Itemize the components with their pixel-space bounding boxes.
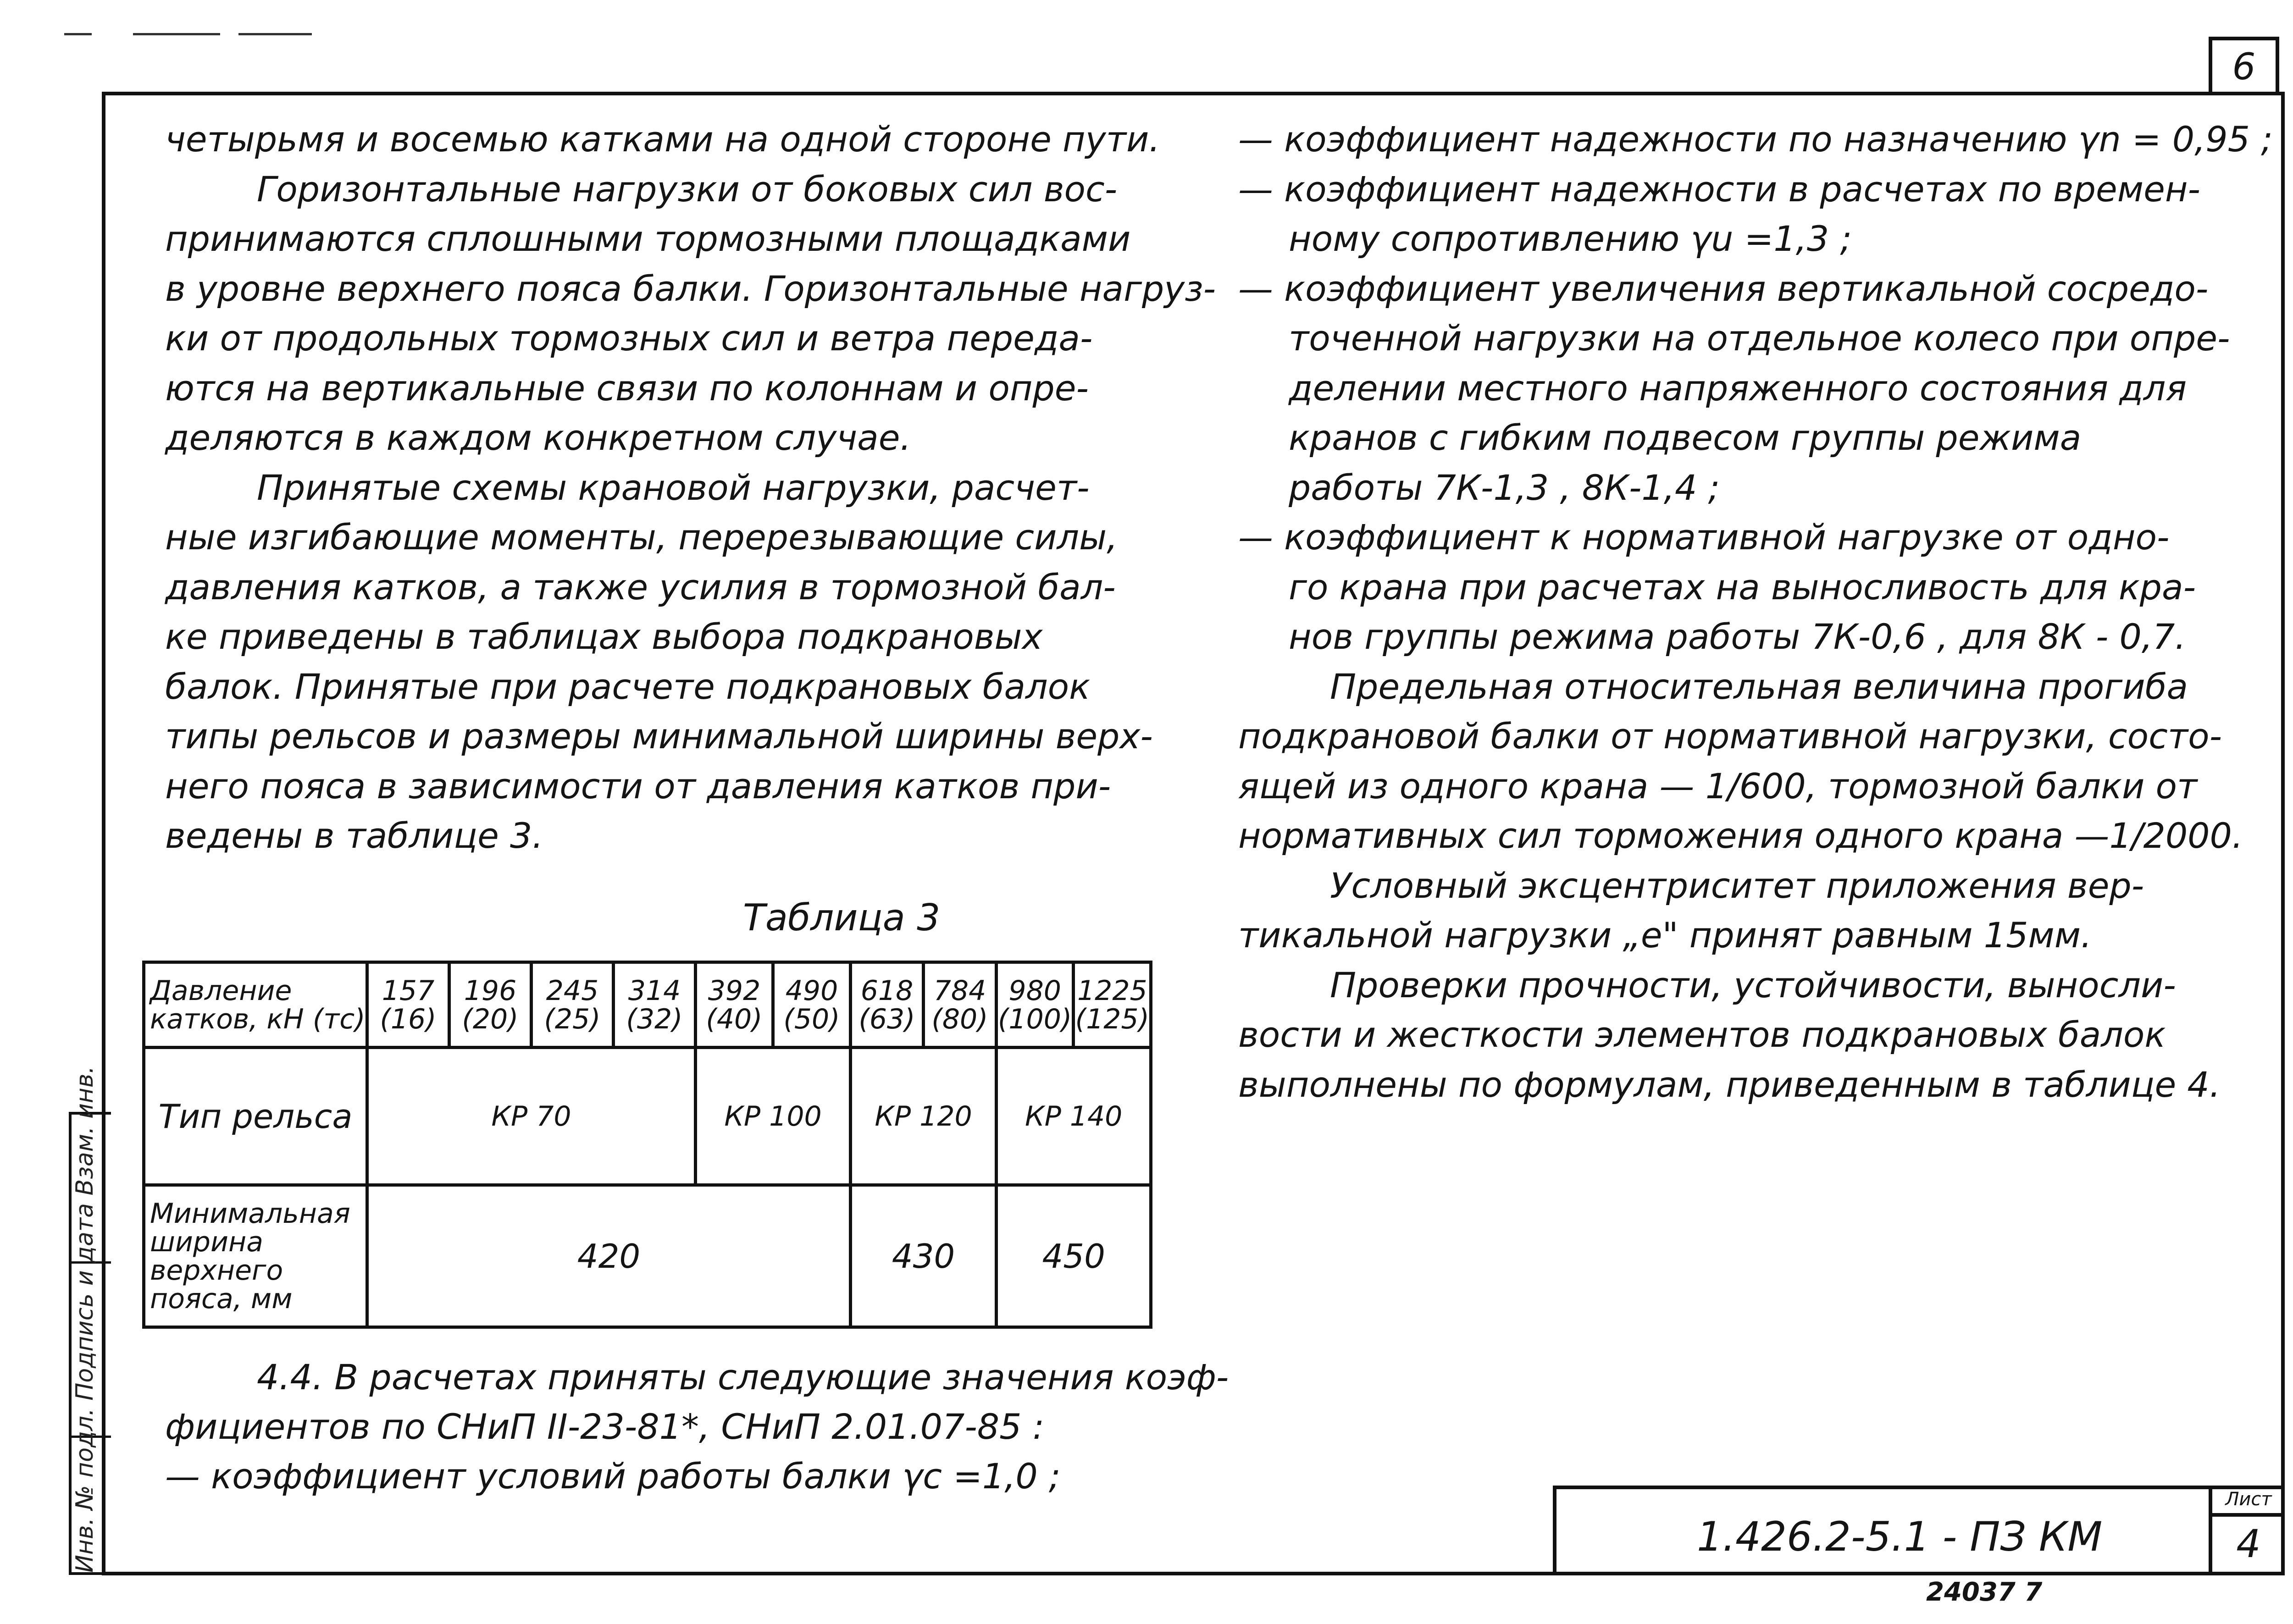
coefficients-intro bbox=[165, 1353, 1229, 1501]
table-cell: 784 (80) bbox=[924, 962, 997, 1048]
table-row bbox=[144, 962, 1151, 1048]
text-line: в уровне верхнего пояса балки. Горизонтальные нагруз- bbox=[165, 268, 1216, 309]
crop-mark bbox=[133, 33, 220, 35]
text-line: принимаются сплошными тормозными площадками bbox=[165, 218, 1131, 259]
table-cell: 245 (25) bbox=[532, 962, 614, 1048]
text-line: давления катков, а также усилия в тормозной бал- bbox=[165, 566, 1116, 608]
table-cell: 618 (63) bbox=[851, 962, 924, 1048]
document-code: 1.426.2-5.1 - ПЗ КМ bbox=[1697, 1513, 2103, 1560]
text-line: фициентов по СНиП II-23-81*, СНиП 2.01.07-85 : bbox=[165, 1406, 1045, 1447]
table-cell: 196 (20) bbox=[449, 962, 532, 1048]
text-line: ке приведены в таблицах выбора подкрановых bbox=[165, 616, 1043, 657]
table-cell: КР 70 bbox=[367, 1048, 696, 1185]
text-line: Условный эксцентриситет приложения вер- bbox=[1330, 865, 2144, 906]
archive-stamp: 24037 7 bbox=[1926, 1577, 2043, 1607]
table-cell: 450 bbox=[997, 1185, 1151, 1327]
text-line: него пояса в зависимости от давления катков при- bbox=[165, 765, 1111, 806]
text-line: 4.4. В расчетах приняты следующие значения коэф- bbox=[257, 1357, 1229, 1398]
text-line: нов группы режима работы 7К-0,6 , для 8К - 0,7. bbox=[1289, 616, 2186, 657]
text-line: подкрановой балки от нормативной нагрузки, состо- bbox=[1238, 716, 2222, 757]
text-line: выполнены по формулам, приведенным в таблице 4. bbox=[1238, 1064, 2221, 1105]
table-cell: 420 bbox=[367, 1185, 851, 1327]
text-line: — коэффициент надежности в расчетах по времен- bbox=[1238, 168, 2200, 210]
text-line: — коэффициент к нормативной нагрузке от одно- bbox=[1238, 517, 2170, 558]
sheet-number: 4 bbox=[2236, 1521, 2261, 1566]
table-cell: КР 100 bbox=[696, 1048, 851, 1185]
crop-mark bbox=[64, 33, 92, 35]
table-row bbox=[144, 1185, 1151, 1327]
text-line: деляются в каждом конкретном случае. bbox=[165, 417, 911, 458]
text-line: ные изгибающие моменты, перерезывающие силы, bbox=[165, 517, 1118, 558]
text-line: ному сопротивлению γu =1,3 ; bbox=[1289, 218, 1852, 259]
text-line: точенной нагрузки на отдельное колесо при опре- bbox=[1289, 318, 2230, 359]
right-column bbox=[1238, 115, 2273, 1110]
table-cell: 314 (32) bbox=[614, 962, 696, 1048]
text-line: нормативных сил торможения одного крана —1/2000. bbox=[1238, 815, 2243, 856]
page-mark: 6 bbox=[2209, 37, 2279, 94]
text-line: ки от продольных тормозных сил и ветра переда- bbox=[165, 318, 1093, 359]
table-cell: 430 bbox=[851, 1185, 997, 1327]
left-column bbox=[165, 115, 1216, 861]
text-line: вости и жесткости элементов подкрановых балок bbox=[1238, 1014, 2166, 1055]
text-line: Проверки прочности, устойчивости, выносли- bbox=[1330, 964, 2176, 1005]
text-line: делении местного напряженного состояния для bbox=[1289, 367, 2187, 409]
text-line: ются на вертикальные связи по колоннам и опре- bbox=[165, 367, 1089, 409]
table-cell: 490 (50) bbox=[773, 962, 851, 1048]
sheet-number-box bbox=[2209, 1486, 2285, 1575]
sheet-label: Лист bbox=[2212, 1486, 2285, 1517]
text-line: кранов с гибким подвесом группы режима bbox=[1289, 417, 2082, 458]
text-line: тикальной нагрузки „е" принят равным 15мм. bbox=[1238, 915, 2092, 956]
text-line: Предельная относительная величина прогиба bbox=[1330, 666, 2188, 707]
table-cell: 1225 (125) bbox=[1074, 962, 1151, 1048]
text-line: ведены в таблице 3. bbox=[165, 815, 543, 856]
text-line: четырьмя и восемью катками на одной стороне пути. bbox=[165, 119, 1160, 160]
table-caption: Таблица 3 bbox=[743, 896, 941, 939]
table-3 bbox=[142, 961, 1152, 1329]
text-line: Горизонтальные нагрузки от боковых сил вос- bbox=[257, 168, 1118, 210]
row-label-rail-type: Тип рельса bbox=[144, 1048, 367, 1185]
table-row bbox=[144, 1048, 1151, 1185]
text-line: ящей из одного крана — 1/600, тормозной балки от bbox=[1238, 765, 2198, 806]
text-line: Принятые схемы крановой нагрузки, расчет- bbox=[257, 467, 1090, 508]
table-cell: КР 120 bbox=[851, 1048, 997, 1185]
text-line: — коэффициент условий работы балки γc =1,0 ; bbox=[165, 1456, 1061, 1497]
text-line: — коэффициент увеличения вертикальной сосредо- bbox=[1238, 268, 2209, 309]
text-line: балок. Принятые при расчете подкрановых балок bbox=[165, 666, 1091, 707]
table-cell: 157 (16) bbox=[367, 962, 449, 1048]
table-cell: 980 (100) bbox=[997, 962, 1074, 1048]
table-cell: 392 (40) bbox=[696, 962, 773, 1048]
side-stamp-text: Инв. № подл. Подпись и дата Взам. инв. bbox=[71, 1066, 99, 1573]
table-cell: КР 140 bbox=[997, 1048, 1151, 1185]
text-line: типы рельсов и размеры минимальной ширины верх- bbox=[165, 716, 1153, 757]
row-label-pressure: Давление катков, кН (тс) bbox=[144, 962, 367, 1048]
row-label-min-width: Минимальная ширина верхнего пояса, мм bbox=[144, 1185, 367, 1327]
text-line: — коэффициент надежности по назначению γn = 0,95 ; bbox=[1238, 119, 2273, 160]
text-line: го крана при расчетах на выносливость для кра- bbox=[1289, 566, 2196, 608]
crop-mark bbox=[238, 33, 312, 35]
text-line: работы 7К-1,3 , 8К-1,4 ; bbox=[1289, 467, 1720, 508]
